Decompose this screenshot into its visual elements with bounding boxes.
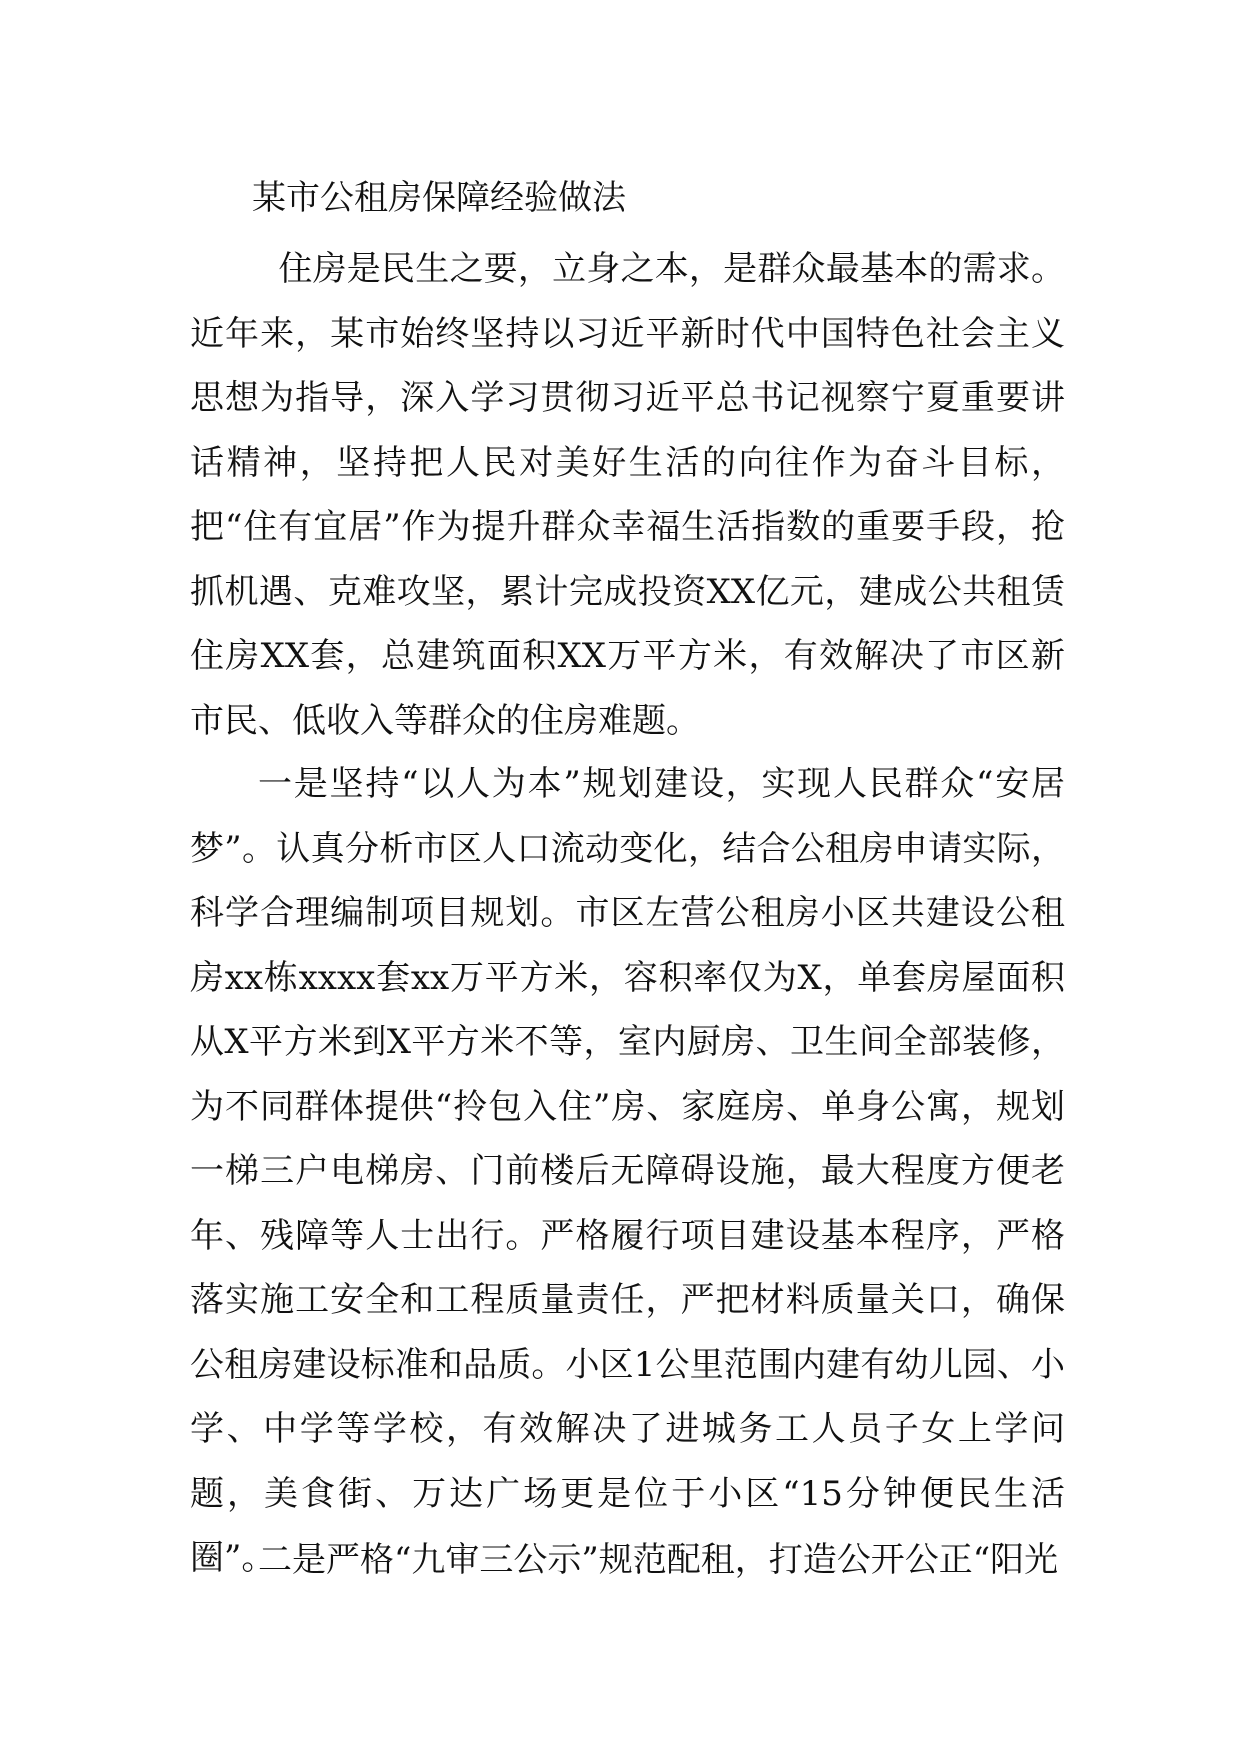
paragraph-planning: 一是坚持“以人为本”规划建设，实现人民群众“安居梦”。认真分析市区人口流动变化，结合公租房申请实际，科学合理编制项目规划。市区左营公租房小区共建设公租房xx栋xxxx套xx万平方米，容积率仅为X，单套房屋面积从X平方米到X平方米不等，室内厨房、卫生间全部装修，为不同群体提供“拎包入住”房、家庭房、单身公寓，规划一梯三户电梯房、门前楼后无障碍设施，最大程度方便老年、残障等人士出行。严格履行项目建设基本程序，严格落实施工安全和工程质量责任，严把材料质量关口，确保公租房建设标准和品质。小区1公里范围内建有幼儿园、小学、中学等学校，有效解决了进城务工人员子女上学问题，美食街、万达广场更是位于小区“15分钟便民生活圈”。 <box>190 764 1065 1578</box>
paragraph-allocation: 二是严格“九审三公示”规范配租，打造公开公正“阳光 <box>258 1540 1059 1580</box>
paragraph-intro: 住房是民生之要，立身之本，是群众最基本的需求。近年来，某市始终坚持以习近平新时代中国特色社会主义思想为指导，深入学习贯彻习近平总书记视察宁夏重要讲话精神，坚持把人民对美好生活的向往作为奋斗目标，把“住有宜居”作为提升群众幸福生活指数的重要手段，抢抓机遇、克难攻坚，累计完成投资XX亿元，建成公共租赁住房XX套，总建筑面积XX万平方米，有效解决了市区新市民、低收入等群众的住房难题。 <box>190 249 1065 741</box>
document-title: 某市公租房保障经验做法 <box>252 178 626 218</box>
